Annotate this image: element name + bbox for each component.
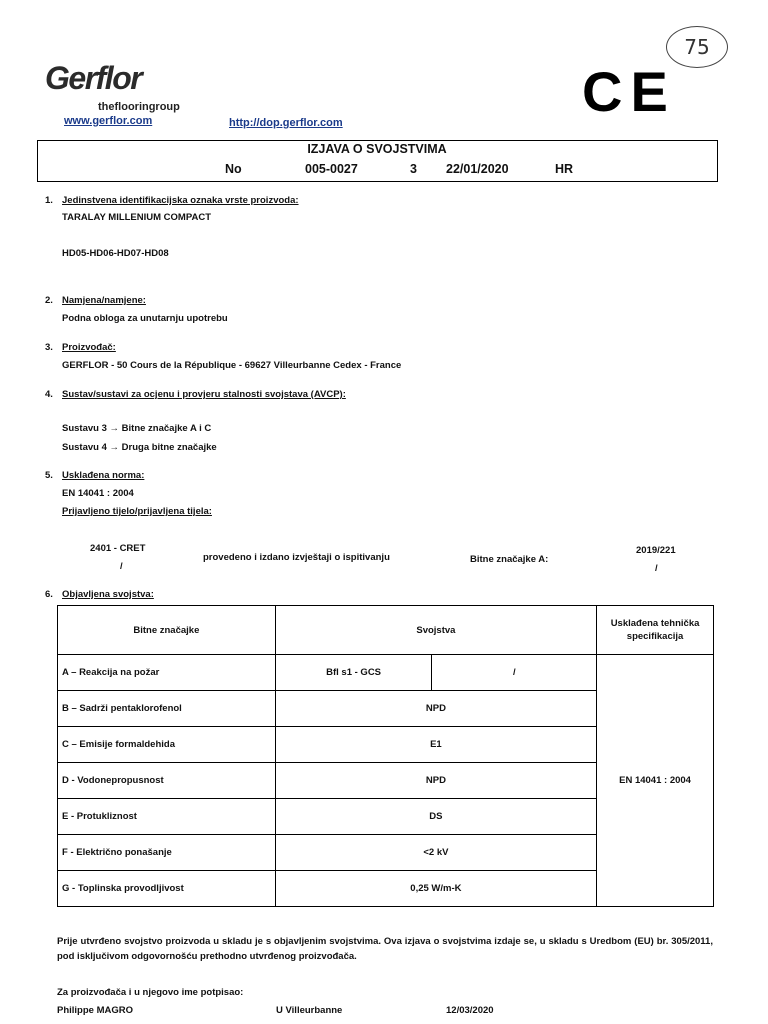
avcp-system-4: Sustavu 4 → Druga bitne značajke [62, 442, 217, 453]
section-number: 6. [45, 589, 53, 600]
test-reports-text: provedeno i izdano izvještaji o ispitivanju [203, 552, 390, 563]
doc-number: 005-0027 [305, 162, 358, 176]
declaration-statement: Prije utvrđeno svojstvo proizvoda u skladu je s objavljenim svojstvima. Ova izjava o svojstvima izdaje se, u skladu s Uredbom (EU) br. 305/2011, pod isključivom odgovornošću prethodno utvrđenog proizvođača. [57, 936, 713, 962]
notified-body-heading: Prijavljeno tijelo/prijavljena tijela: [62, 506, 212, 517]
section-number: 2. [45, 295, 53, 306]
row-performance-2: / [432, 655, 597, 691]
header-characteristics: Bitne značajke [58, 606, 276, 655]
harmonised-standard: EN 14041 : 2004 [62, 488, 134, 499]
doc-lang: HR [555, 162, 574, 176]
website-link[interactable]: www.gerflor.com [64, 115, 153, 127]
row-performance: <2 kV [275, 835, 596, 871]
sign-place: U Villeurbanne [276, 1005, 343, 1016]
section-number: 3. [45, 342, 53, 353]
report-number: 2019/221 [636, 545, 676, 556]
signer-name: Philippe MAGRO [57, 1005, 133, 1016]
slash-mark: / [655, 563, 658, 574]
row-performance: DS [275, 799, 596, 835]
header-performance: Svojstva [275, 606, 596, 655]
row-characteristic: F - Električno ponašanje [58, 835, 276, 871]
sign-date: 12/03/2020 [446, 1005, 494, 1016]
signature-label: Za proizvođača i u njegovo ime potpisao: [57, 987, 244, 998]
row-characteristic: G - Toplinska provodljivost [58, 871, 276, 907]
section-number: 1. [45, 195, 53, 206]
header-spec: Usklađena tehnička specifikacija [597, 606, 714, 655]
section-6-heading: Objavljena svojstva: [62, 589, 154, 600]
spec-value: EN 14041 : 2004 [597, 655, 714, 907]
row-performance: Bfl s1 - GCS [275, 655, 432, 691]
no-label: No [225, 162, 242, 176]
intended-use: Podna obloga za unutarnju upotrebu [62, 313, 228, 324]
doc-version: 3 [410, 162, 417, 176]
characteristic-a-label: Bitne značajke A: [470, 554, 549, 565]
ce-mark: CE [582, 60, 676, 123]
section-1-heading: Jedinstvena identifikacijska oznaka vrste proizvoda: [62, 195, 299, 206]
row-characteristic: B – Sadrži pentaklorofenol [58, 691, 276, 727]
row-characteristic: C – Emisije formaldehida [58, 727, 276, 763]
doc-title: IZJAVA O SVOJSTVIMA [307, 142, 447, 156]
section-3-heading: Proizvođač: [62, 342, 116, 353]
table-header-row [58, 606, 714, 655]
section-number: 4. [45, 389, 53, 400]
section-4-heading: Sustav/sustavi za ocjenu i provjeru stalnosti svojstava (AVCP): [62, 389, 346, 400]
section-5-heading: Usklađena norma: [62, 470, 145, 481]
dop-link[interactable]: http://dop.gerflor.com [229, 117, 343, 129]
row-characteristic: D - Vodonepropusnost [58, 763, 276, 799]
slash-mark: / [120, 561, 123, 572]
section-number: 5. [45, 470, 53, 481]
row-characteristic: E - Protukliznost [58, 799, 276, 835]
row-characteristic: A – Reakcija na požar [58, 655, 276, 691]
avcp-system-3: Sustavu 3 → Bitne značajke A i C [62, 423, 212, 434]
row-performance: E1 [275, 727, 596, 763]
logo-tagline: theflooringroup [98, 101, 180, 113]
product-name: TARALAY MILLENIUM COMPACT [62, 212, 212, 223]
gerflor-logo: Gerflor [45, 60, 142, 96]
performance-table [57, 605, 714, 907]
page-stamp: 75 [666, 26, 728, 68]
row-performance: NPD [275, 763, 596, 799]
doc-date: 22/01/2020 [446, 162, 509, 176]
notified-body-id: 2401 - CRET [90, 543, 146, 554]
manufacturer-address: GERFLOR - 50 Cours de la République - 69627 Villeurbanne Cedex - France [62, 360, 402, 371]
table-row [58, 655, 714, 691]
row-performance: NPD [275, 691, 596, 727]
product-codes: HD05-HD06-HD07-HD08 [62, 248, 169, 259]
row-performance: 0,25 W/m-K [275, 871, 596, 907]
section-2-heading: Namjena/namjene: [62, 295, 146, 306]
